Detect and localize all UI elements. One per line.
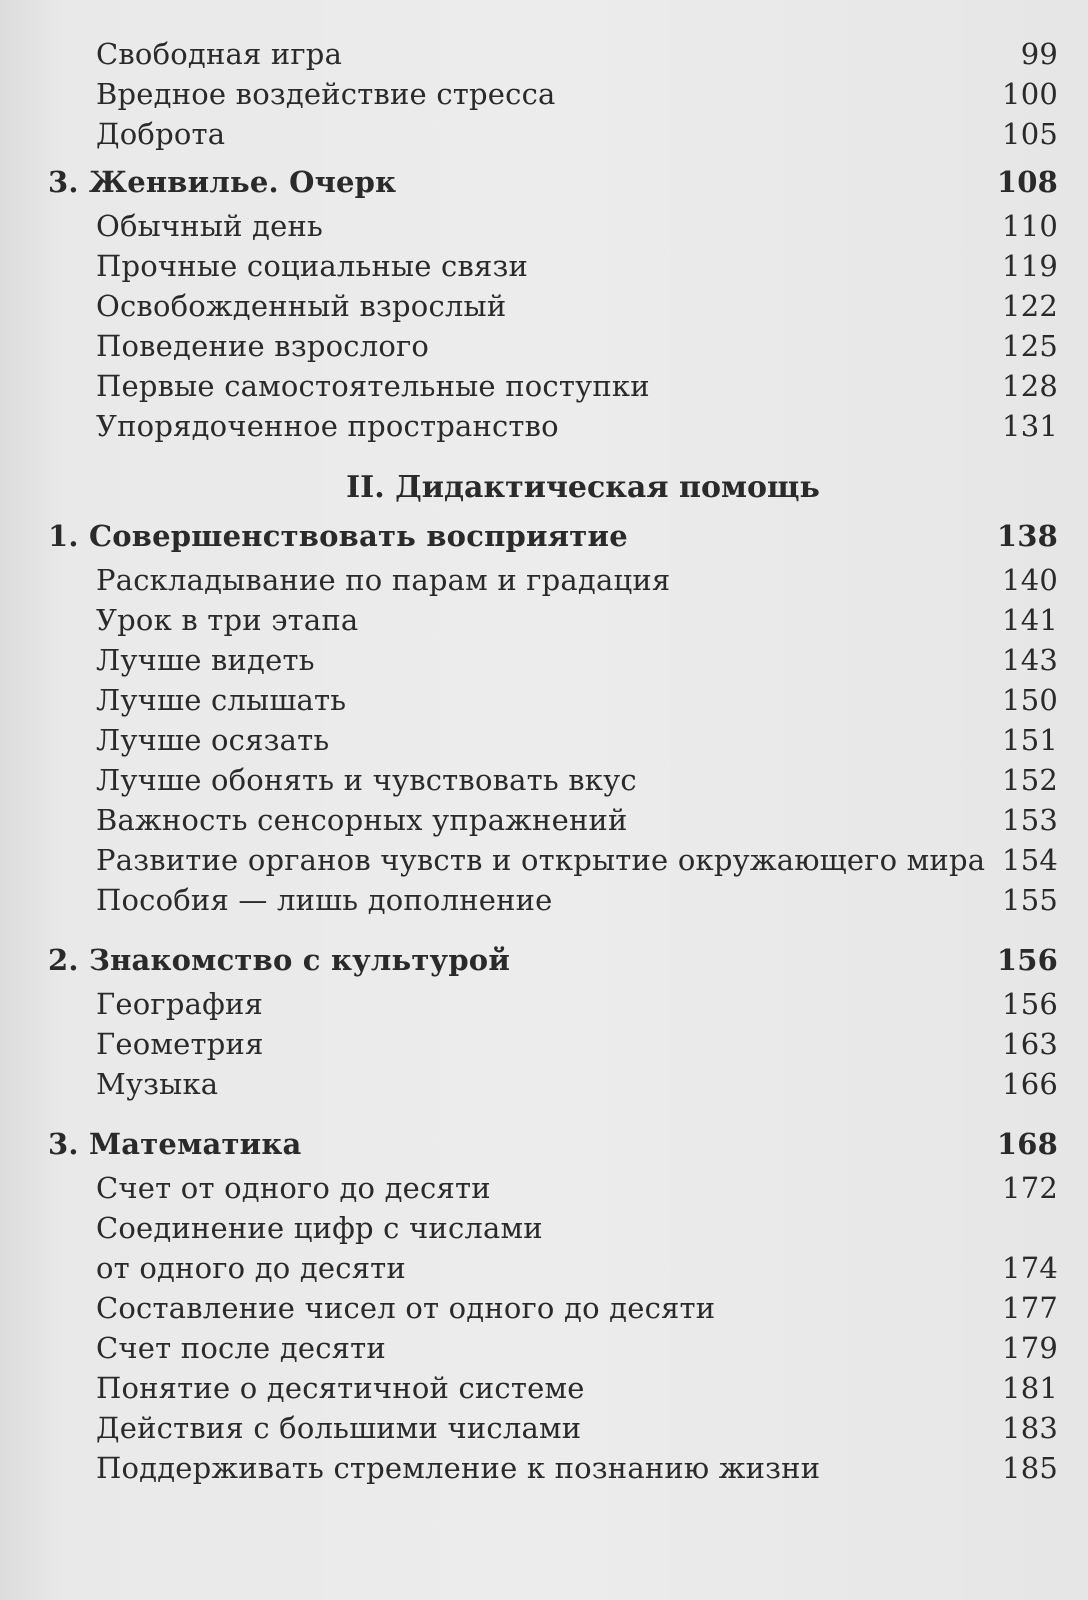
toc-entry-page: 105 [1002,117,1058,151]
toc-entry-title: от одного до десяти [96,1251,406,1285]
toc-entry-title: Лучше осязать [96,723,330,757]
toc-entry-title: Лучше обонять и чувствовать вкус [96,763,637,797]
toc-entry-page: 156 [1002,987,1058,1021]
toc-entry-title: Геометрия [96,1027,264,1061]
toc-entry-title: Упорядоченное пространство [96,409,559,443]
toc-entry [48,366,1058,406]
toc-entry [48,1288,1058,1328]
toc-chapter [48,1124,1058,1164]
toc-entry-title: Раскладывание по парам и градация [96,563,671,597]
toc-entry-title: Лучше слышать [96,683,347,717]
toc-chapter-page: 138 [996,519,1058,553]
toc-entry-page: 140 [1002,563,1058,597]
toc-entry [48,1064,1058,1104]
toc-chapter [48,940,1058,980]
toc-entry [48,74,1058,114]
toc-entry [48,1208,1058,1248]
toc-entry [48,760,1058,800]
toc-entry [48,600,1058,640]
toc-entry-title: Обычный день [96,209,323,243]
toc-chapter-page: 168 [996,1127,1058,1161]
toc-chapter [48,162,1058,202]
toc-entry-title: Счет после десяти [96,1331,386,1365]
toc-chapter-title: 3. Математика [48,1127,302,1161]
toc-entry [48,680,1058,720]
toc-entry [48,640,1058,680]
toc-entry-page: 151 [1002,723,1058,757]
toc-entry-title: Доброта [96,117,226,151]
toc-entry-title: Действия с большими числами [96,1411,582,1445]
toc-entry [48,1328,1058,1368]
toc-entry-title: География [96,987,263,1021]
toc-entry-title: Лучше видеть [96,643,315,677]
toc-entry [48,1408,1058,1448]
toc-entry [48,880,1058,920]
toc-entry-title: Важность сенсорных упражнений [96,803,628,837]
toc-entry-page: 177 [1002,1291,1058,1325]
toc-entry-title: Урок в три этапа [96,603,359,637]
toc-chapter-title: 1. Совершенствовать восприятие [48,519,628,553]
toc-entry [48,720,1058,760]
toc-entry-title: Освобожденный взрослый [96,289,507,323]
toc-entry-page: 122 [1002,289,1058,323]
toc-entry-title: Пособия — лишь дополнение [96,883,553,917]
toc-entry [48,206,1058,246]
toc-entry [48,1024,1058,1064]
toc-entry-title: Поддерживать стремление к познанию жизни [96,1451,821,1485]
toc-entry-page: 150 [1002,683,1058,717]
toc-entry-title: Свободная игра [96,37,343,71]
toc-entry-title: Понятие о десятичной системе [96,1371,585,1405]
toc-entry [48,326,1058,366]
toc-entry-title: Составление чисел от одного до десяти [96,1291,716,1325]
toc-entry-page: 163 [1002,1027,1058,1061]
toc-chapter-page: 108 [996,165,1058,199]
table-of-contents [48,34,1058,1488]
toc-entry-page: 179 [1002,1331,1058,1365]
toc-entry [48,406,1058,446]
toc-chapter-title: 3. Женвилье. Очерк [48,165,397,199]
toc-entry-title: Счет от одного до десяти [96,1171,491,1205]
toc-entry-title: Музыка [96,1067,219,1101]
toc-entry-title: Прочные социальные связи [96,249,529,283]
toc-entry [48,1448,1058,1488]
toc-entry [48,246,1058,286]
toc-entry-page: 110 [1002,209,1058,243]
toc-entry-page: 154 [1002,843,1058,877]
toc-entry-page: 143 [1002,643,1058,677]
toc-entry-page: 119 [1002,249,1058,283]
toc-part-title: II. Дидактическая помощь [346,470,820,505]
toc-entry [48,114,1058,154]
toc-chapter-page: 156 [996,943,1058,977]
toc-entry-title: Вредное воздействие стресса [96,77,556,111]
toc-entry-page: 99 [1020,37,1058,71]
toc-entry-title: Поведение взрослого [96,329,430,363]
toc-entry-title: Первые самостоятельные поступки [96,369,650,403]
toc-entry [48,286,1058,326]
toc-entry-page: 172 [1002,1171,1058,1205]
toc-entry-page: 174 [1002,1251,1058,1285]
toc-entry-title: Соединение цифр с числами [96,1211,543,1245]
toc-entry-page: 185 [1002,1451,1058,1485]
toc-entry-page: 131 [1002,409,1058,443]
toc-entry [48,1168,1058,1208]
toc-entry [48,800,1058,840]
toc-entry-title: Развитие органов чувств и открытие окружающего мира [96,843,986,877]
toc-entry-page: 100 [1002,77,1058,111]
toc-entry-page: 181 [1002,1371,1058,1405]
toc-entry-page: 141 [1002,603,1058,637]
toc-entry [48,1368,1058,1408]
toc-chapter [48,516,1058,556]
toc-entry-page: 152 [1002,763,1058,797]
toc-entry-page: 183 [1002,1411,1058,1445]
toc-entry-page: 128 [1002,369,1058,403]
toc-entry [48,840,1058,880]
toc-entry-page: 155 [1002,883,1058,917]
toc-chapter-title: 2. Знакомство с культурой [48,943,511,977]
toc-entry-page: 166 [1002,1067,1058,1101]
toc-entry-page: 125 [1002,329,1058,363]
toc-entry [48,560,1058,600]
toc-entry [48,34,1058,74]
toc-entry [48,1248,1058,1288]
toc-entry-page: 153 [1002,803,1058,837]
toc-entry [48,984,1058,1024]
